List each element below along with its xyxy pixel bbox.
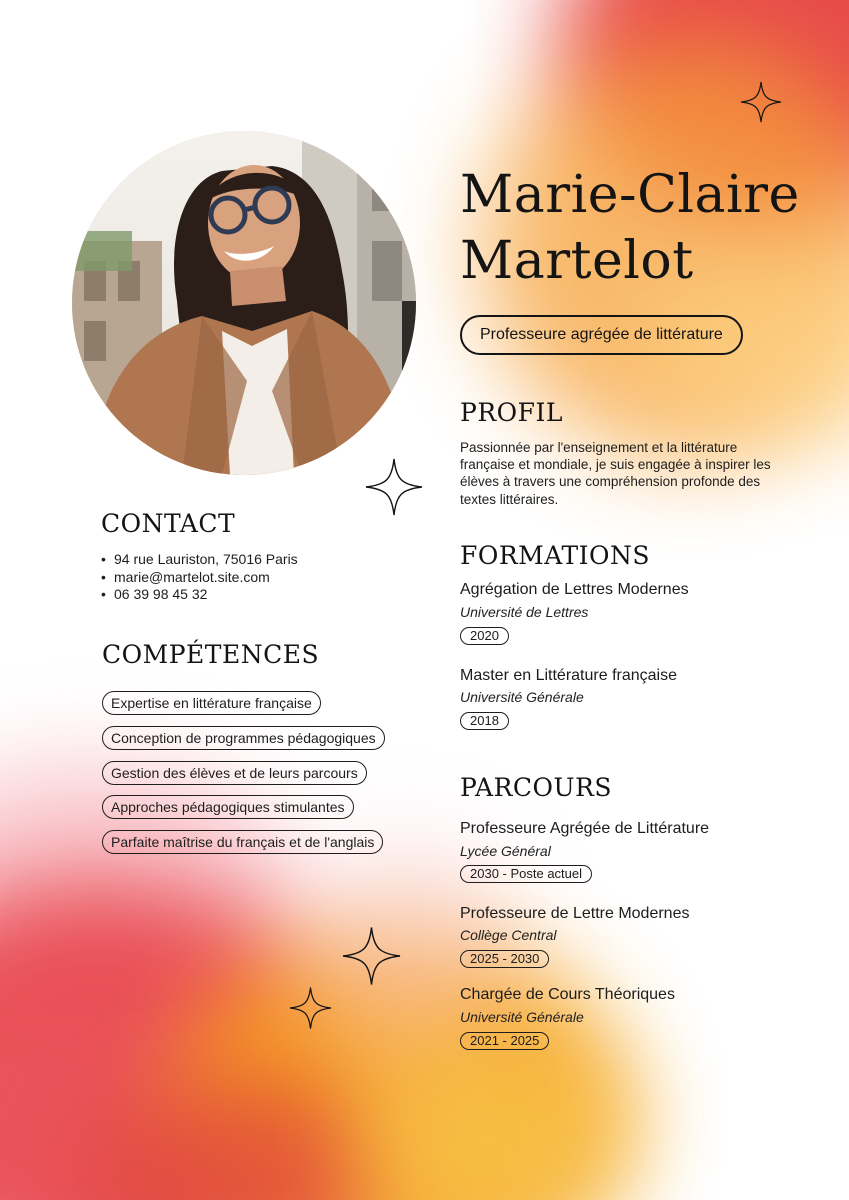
candidate-name <box>460 162 840 294</box>
formation-title: Agrégation de Lettres Modernes <box>460 581 689 598</box>
competences-heading: COMPÉTENCES <box>102 640 320 669</box>
job-period-badge: 2025 - 2030 <box>460 950 549 968</box>
contact-address: • 94 rue Lauriston, 75016 Paris <box>101 551 298 569</box>
profil-heading: PROFIL <box>460 398 563 427</box>
contact-email: • marie@martelot.site.com <box>101 569 298 587</box>
four-point-star-icon <box>366 458 422 516</box>
job-entry-title: Professeure Agrégée de Littérature <box>460 820 710 837</box>
job-entry-place: Collège Central <box>460 927 557 943</box>
four-point-star-icon <box>290 987 331 1029</box>
portrait-illustration <box>72 131 416 475</box>
formation-school: Université de Lettres <box>460 604 589 620</box>
job-title-badge: Professeure agrégée de littérature <box>460 315 743 355</box>
skill-tag: Parfaite maîtrise du français et de l'anglais <box>102 830 383 854</box>
four-point-star-icon <box>343 927 400 985</box>
formations-heading: FORMATIONS <box>460 541 650 570</box>
job-entry-place: Université Générale <box>460 1009 584 1025</box>
contact-heading: CONTACT <box>101 509 236 538</box>
job-period-badge: 2021 - 2025 <box>460 1032 549 1050</box>
parcours-heading: PARCOURS <box>460 773 613 802</box>
formation-year-badge: 2020 <box>460 627 509 645</box>
skill-tag: Conception de programmes pédagogiques <box>102 726 385 750</box>
formation-school: Université Générale <box>460 689 584 705</box>
job-entry-title: Professeure de Lettre Modernes <box>460 905 690 922</box>
job-entry-title: Chargée de Cours Théoriques <box>460 986 675 1003</box>
job-entry-place: Lycée Général <box>460 843 551 859</box>
formation-title: Master en Littérature française <box>460 667 677 684</box>
formation-year-badge: 2018 <box>460 712 509 730</box>
skill-tag: Expertise en littérature française <box>102 691 321 715</box>
profil-text: Passionnée par l'enseignement et la littérature française et mondiale, je suis engagée à inspirer les élèves à travers une compréhension profonde des textes littéraires. <box>460 440 771 507</box>
profile-photo <box>72 131 416 475</box>
contact-list <box>101 551 298 604</box>
name-last: Martelot <box>460 231 694 291</box>
job-period-badge: 2030 - Poste actuel <box>460 865 592 883</box>
name-first: Marie-Claire <box>460 165 800 225</box>
skill-tag: Gestion des élèves et de leurs parcours <box>102 761 367 785</box>
skill-tag: Approches pédagogiques stimulantes <box>102 795 354 819</box>
four-point-star-icon <box>741 81 781 123</box>
contact-phone: • 06 39 98 45 32 <box>101 586 298 604</box>
